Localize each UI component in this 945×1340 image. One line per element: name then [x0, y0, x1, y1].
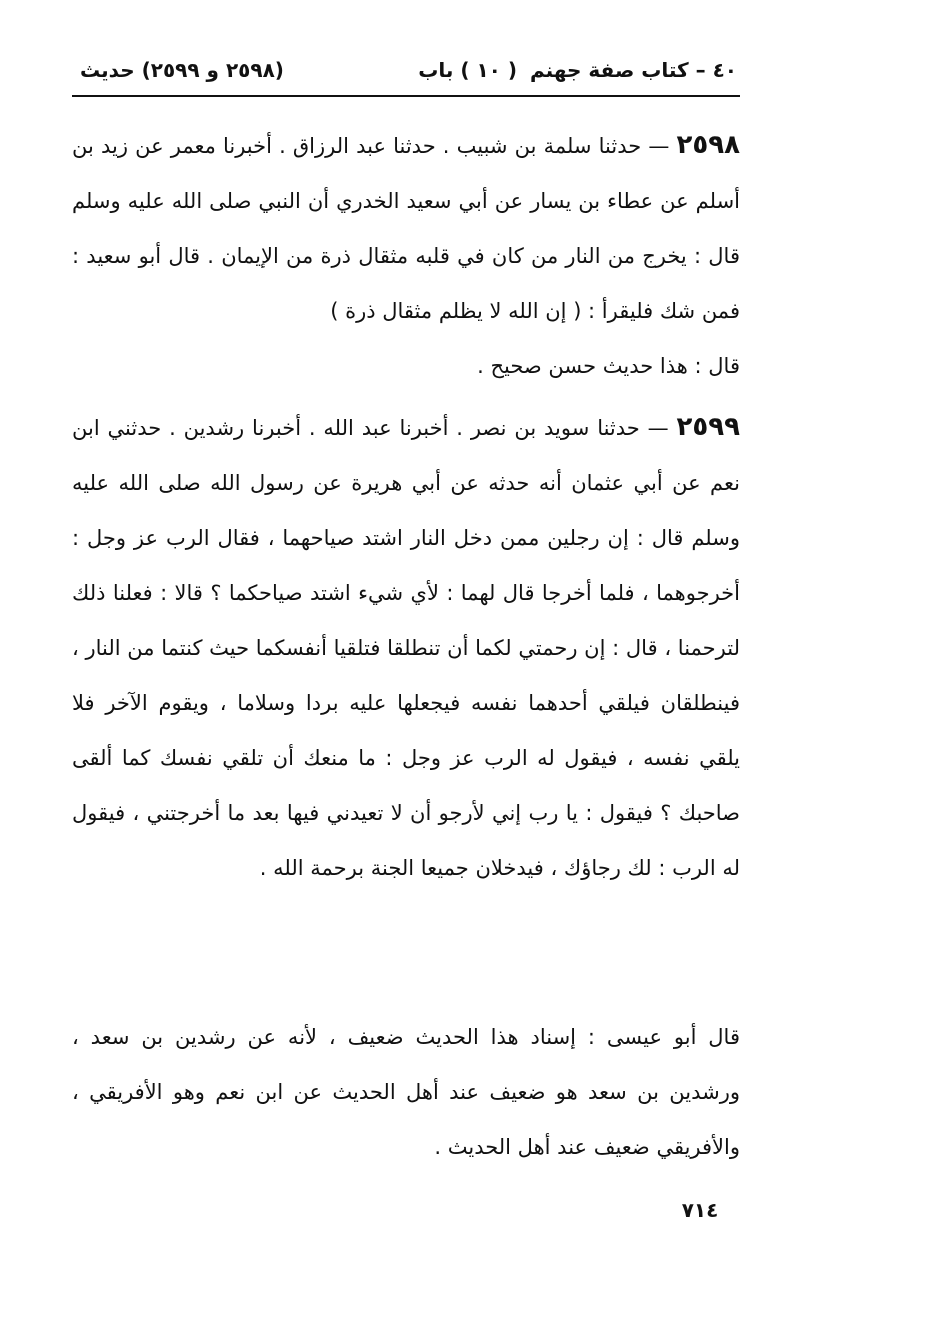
commentary-text: قال أبو عيسى : إسناد هذا الحديث ضعيف ، لأنه عن رشدين بن سعد ، ورشدين بن سعد هو ضعيف عند أهل الحديث عن ابن نعم وهو الأفريقي ، والأفريقي ضعيف عند أهل الحديث .	[72, 1025, 740, 1159]
hadith-grading: قال : هذا حديث حسن صحيح .	[477, 354, 740, 378]
hadith-text: — حدثنا سلمة بن شبيب . حدثنا عبد الرزاق . أخبرنا معمر عن زيد بن أسلم عن عطاء بن يسار عن أبي سعيد الخدري أن النبي صلى الله عليه وسلم قال : يخرج من النار من كان في قلبه مثقال ذرة من الإيمان . قال أبو سعيد : فمن شك فليقرأ : ( إن الله لا يظلم مثقال ذرة )	[72, 134, 740, 323]
hadith-text: — حدثنا سويد بن نصر . أخبرنا عبد الله . أخبرنا رشدين . حدثني ابن نعم عن أبي عثمان أنه حدثه عن أبي هريرة عن رسول الله صلى الله عليه وسلم قال : إن رجلين ممن دخل النار اشتد صياحهما ، فقال الرب عز وجل : أخرجوهما ، فلما أخرجا قال لهما : لأي شيء اشتد صياحكما ؟ قالا : فعلنا ذلك لترحمنا ، قال : إن رحمتي لكما أن تنطلقا فتلقيا أنفسكما حيث كنتما من النار ، فينطلقان فيلقي أحدهما نفسه فيجعلها عليه بردا وسلاما ، ويقوم الآخر فلا يلقي نفسه ، فيقول له الرب عز وجل : ما منعك أن تلقي نفسك كما ألقى صاحبك ؟ فيقول : يا رب إني لأرجو أن لا تعيدني فيها بعد ما أخرجتني ، فيقول له الرب : لك رجاؤك ، فيدخلان جميعا الجنة برحمة الله .	[72, 416, 740, 880]
hadith-range: (٢٥٩٨ و ٢٥٩٩) حديث	[80, 58, 284, 82]
header-rule	[72, 95, 740, 97]
page-number: ٧١٤	[681, 1198, 719, 1222]
chapter-title: ( ١٠ ) باب	[418, 58, 517, 82]
hadith-2598	[72, 118, 740, 394]
page-header	[72, 50, 737, 94]
hadith-number: ٢٥٩٩	[676, 412, 740, 442]
book-title: ٤٠ – كتاب صفة جهنم	[530, 58, 737, 82]
hadith-number: ٢٥٩٨	[676, 130, 740, 160]
hadith-2599	[72, 400, 740, 896]
commentary	[72, 1010, 740, 1175]
